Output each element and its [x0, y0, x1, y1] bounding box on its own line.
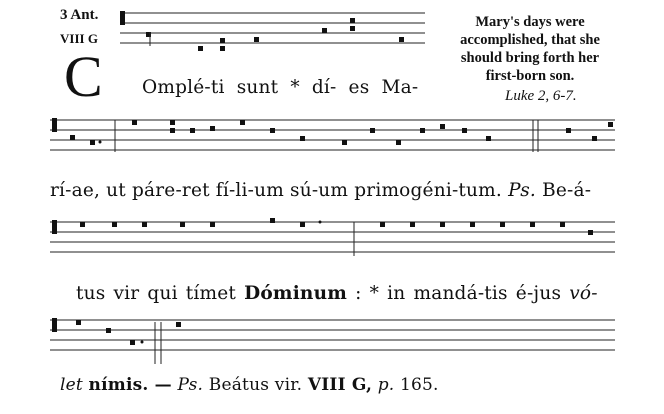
lyric-text: let — [60, 375, 83, 395]
neume — [142, 222, 147, 227]
side-note-line: first-born son. — [485, 68, 575, 84]
psalm-mode: VIII G, — [307, 375, 373, 395]
lyric-text: Be-á- — [542, 180, 592, 201]
mode-label: VIII G — [60, 31, 98, 46]
neume — [170, 120, 175, 125]
neume — [220, 46, 225, 51]
neume — [180, 222, 185, 227]
clef — [52, 318, 57, 332]
neume — [254, 37, 259, 42]
page-prefix: p. — [377, 375, 395, 395]
neume — [592, 136, 597, 141]
neume — [70, 135, 75, 140]
lyric-text: rí-ae, ut páre-ret fí-li-um sú-um primogéni-tum. — [50, 180, 502, 201]
staff-3 — [0, 216, 664, 256]
neume — [486, 136, 491, 141]
lyric-line-4 — [60, 375, 439, 395]
neume — [399, 37, 404, 42]
neume — [342, 140, 347, 145]
staff-1 — [0, 10, 664, 50]
neume — [76, 320, 81, 325]
initial-letter: C — [64, 44, 103, 109]
side-note-line: Mary's days were — [475, 14, 585, 30]
neume — [396, 140, 401, 145]
lyric-line-2 — [50, 180, 591, 201]
lyric-text: : * in mandá-tis é-jus — [355, 283, 562, 304]
neume — [176, 322, 181, 327]
psalm-label: Ps. — [177, 375, 204, 395]
neume — [322, 28, 327, 33]
lyric-text: tus vir qui tímet — [76, 283, 237, 304]
neume — [300, 136, 305, 141]
neume — [350, 18, 355, 23]
lyric-line-3 — [76, 283, 598, 304]
neume — [500, 222, 505, 227]
scripture-reference: Luke 2, 6-7. — [505, 88, 577, 104]
neume — [270, 218, 275, 223]
lyric-line-1: Omplé-ti sunt * dí- es Ma- — [142, 77, 419, 98]
neume — [440, 124, 445, 129]
neume — [370, 128, 375, 133]
neume — [130, 340, 135, 345]
staff-2 — [0, 114, 664, 154]
neume — [560, 222, 565, 227]
neume — [440, 222, 445, 227]
neume — [270, 128, 275, 133]
neume — [462, 128, 467, 133]
neume — [608, 122, 613, 127]
neume — [380, 222, 385, 227]
neume — [106, 328, 111, 333]
neume — [588, 230, 593, 235]
neume — [190, 128, 195, 133]
neume — [300, 222, 305, 227]
side-note-line: should bring forth her — [460, 50, 600, 66]
neume — [240, 120, 245, 125]
lyric-dominum: Dóminum — [244, 283, 348, 304]
neume — [410, 222, 415, 227]
page-number: 165. — [400, 375, 439, 395]
neume — [210, 126, 215, 131]
neume — [210, 222, 215, 227]
antiphon-number: 3 Ant. — [60, 7, 99, 23]
clef — [120, 11, 125, 25]
neume — [470, 222, 475, 227]
psalm-label: Ps. — [508, 180, 536, 201]
neume — [198, 46, 203, 51]
lyric-text: nímis. — — [88, 375, 172, 395]
neume — [530, 222, 535, 227]
side-note-line: accomplished, that she — [460, 32, 600, 48]
neume — [112, 222, 117, 227]
psalm-title: Beátus vir. — [208, 375, 303, 395]
neume — [566, 128, 571, 133]
clef — [52, 220, 57, 234]
staff-4 — [0, 316, 664, 360]
neume — [420, 128, 425, 133]
lyric-text: vó- — [569, 283, 598, 304]
clef — [52, 118, 57, 132]
neume — [80, 222, 85, 227]
neume — [132, 120, 137, 125]
